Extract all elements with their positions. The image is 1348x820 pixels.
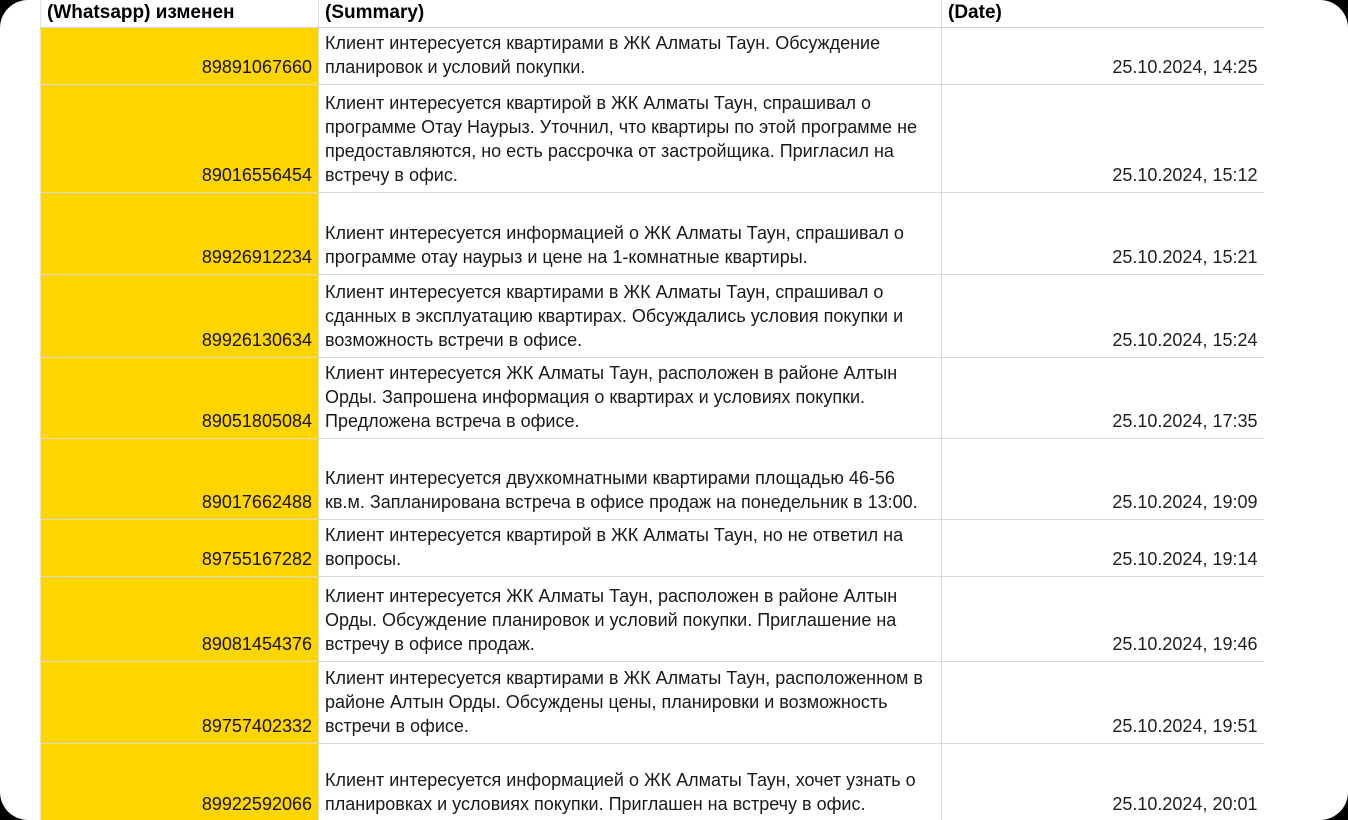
table-body [41, 28, 1264, 820]
header-row [41, 0, 1264, 28]
date-cell[interactable]: 25.10.2024, 19:09 [942, 439, 1264, 520]
date-cell[interactable]: 25.10.2024, 17:35 [942, 358, 1264, 439]
date-cell[interactable]: 25.10.2024, 14:25 [942, 28, 1264, 85]
table-row [41, 358, 1264, 439]
date-cell[interactable]: 25.10.2024, 15:12 [942, 85, 1264, 193]
date-cell[interactable]: 25.10.2024, 15:21 [942, 193, 1264, 275]
whatsapp-cell[interactable]: 89891067660 [41, 28, 319, 85]
table-row [41, 28, 1264, 85]
summary-cell[interactable]: Клиент интересуется информацией о ЖК Алматы Таун, хочет узнать о планировках и условиях покупки. Приглашен на встречу в офис. [319, 744, 942, 820]
summary-cell[interactable]: Клиент интересуется ЖК Алматы Таун, расположен в районе Алтын Орды. Запрошена информация о квартирах и условиях покупки. Предложена встреча в офисе. [319, 358, 942, 439]
whatsapp-cell[interactable]: 89926912234 [41, 193, 319, 275]
table-row [41, 662, 1264, 744]
summary-cell[interactable]: Клиент интересуется квартирами в ЖК Алматы Таун. Обсуждение планировок и условий покупки. [319, 28, 942, 85]
table-row [41, 577, 1264, 662]
date-cell[interactable]: 25.10.2024, 19:46 [942, 577, 1264, 662]
summary-cell[interactable]: Клиент интересуется двухкомнатными квартирами площадью 46-56 кв.м. Запланирована встреча в офисе продаж на понедельник в 13:00. [319, 439, 942, 520]
date-cell[interactable]: 25.10.2024, 19:51 [942, 662, 1264, 744]
date-cell[interactable]: 25.10.2024, 15:24 [942, 275, 1264, 358]
summary-cell[interactable]: Клиент интересуется квартирами в ЖК Алматы Таун, спрашивал о сданных в эксплуатацию квартирах. Обсуждались условия покупки и возможность встречи в офисе. [319, 275, 942, 358]
summary-cell[interactable]: Клиент интересуется информацией о ЖК Алматы Таун, спрашивал о программе отау наурыз и цене на 1-комнатные квартиры. [319, 193, 942, 275]
table-row [41, 439, 1264, 520]
column-header-summary[interactable]: (Summary) [319, 0, 942, 28]
summary-cell[interactable]: Клиент интересуется квартирой в ЖК Алматы Таун, но не ответил на вопросы. [319, 520, 942, 577]
summary-cell[interactable]: Клиент интересуется квартирами в ЖК Алматы Таун, расположенном в районе Алтын Орды. Обсуждены цены, планировки и возможность встречи в офисе. [319, 662, 942, 744]
table-row [41, 85, 1264, 193]
date-cell[interactable]: 25.10.2024, 19:14 [942, 520, 1264, 577]
whatsapp-cell[interactable]: 89757402332 [41, 662, 319, 744]
column-header-whatsapp[interactable]: (Whatsapp) изменен [41, 0, 319, 28]
table-row [41, 193, 1264, 275]
whatsapp-cell[interactable]: 89926130634 [41, 275, 319, 358]
summary-cell[interactable]: Клиент интересуется ЖК Алматы Таун, расположен в районе Алтын Орды. Обсуждение планировок и условий покупки. Приглашение на встречу в офисе продаж. [319, 577, 942, 662]
sheet-area [40, 0, 1263, 820]
whatsapp-cell[interactable]: 89017662488 [41, 439, 319, 520]
table-row [41, 520, 1264, 577]
whatsapp-cell[interactable]: 89922592066 [41, 744, 319, 820]
table-row [41, 744, 1264, 820]
table-row [41, 275, 1264, 358]
summary-cell[interactable]: Клиент интересуется квартирой в ЖК Алматы Таун, спрашивал о программе Отау Наурыз. Уточнил, что квартиры по этой программе не предоставляются, но есть рассрочка от застройщика. Пригласил на встречу в офис. [319, 85, 942, 193]
data-table [40, 0, 1264, 820]
whatsapp-cell[interactable]: 89081454376 [41, 577, 319, 662]
date-cell[interactable]: 25.10.2024, 20:01 [942, 744, 1264, 820]
whatsapp-cell[interactable]: 89016556454 [41, 85, 319, 193]
column-header-date[interactable]: (Date) [942, 0, 1264, 28]
whatsapp-cell[interactable]: 89051805084 [41, 358, 319, 439]
whatsapp-cell[interactable]: 89755167282 [41, 520, 319, 577]
